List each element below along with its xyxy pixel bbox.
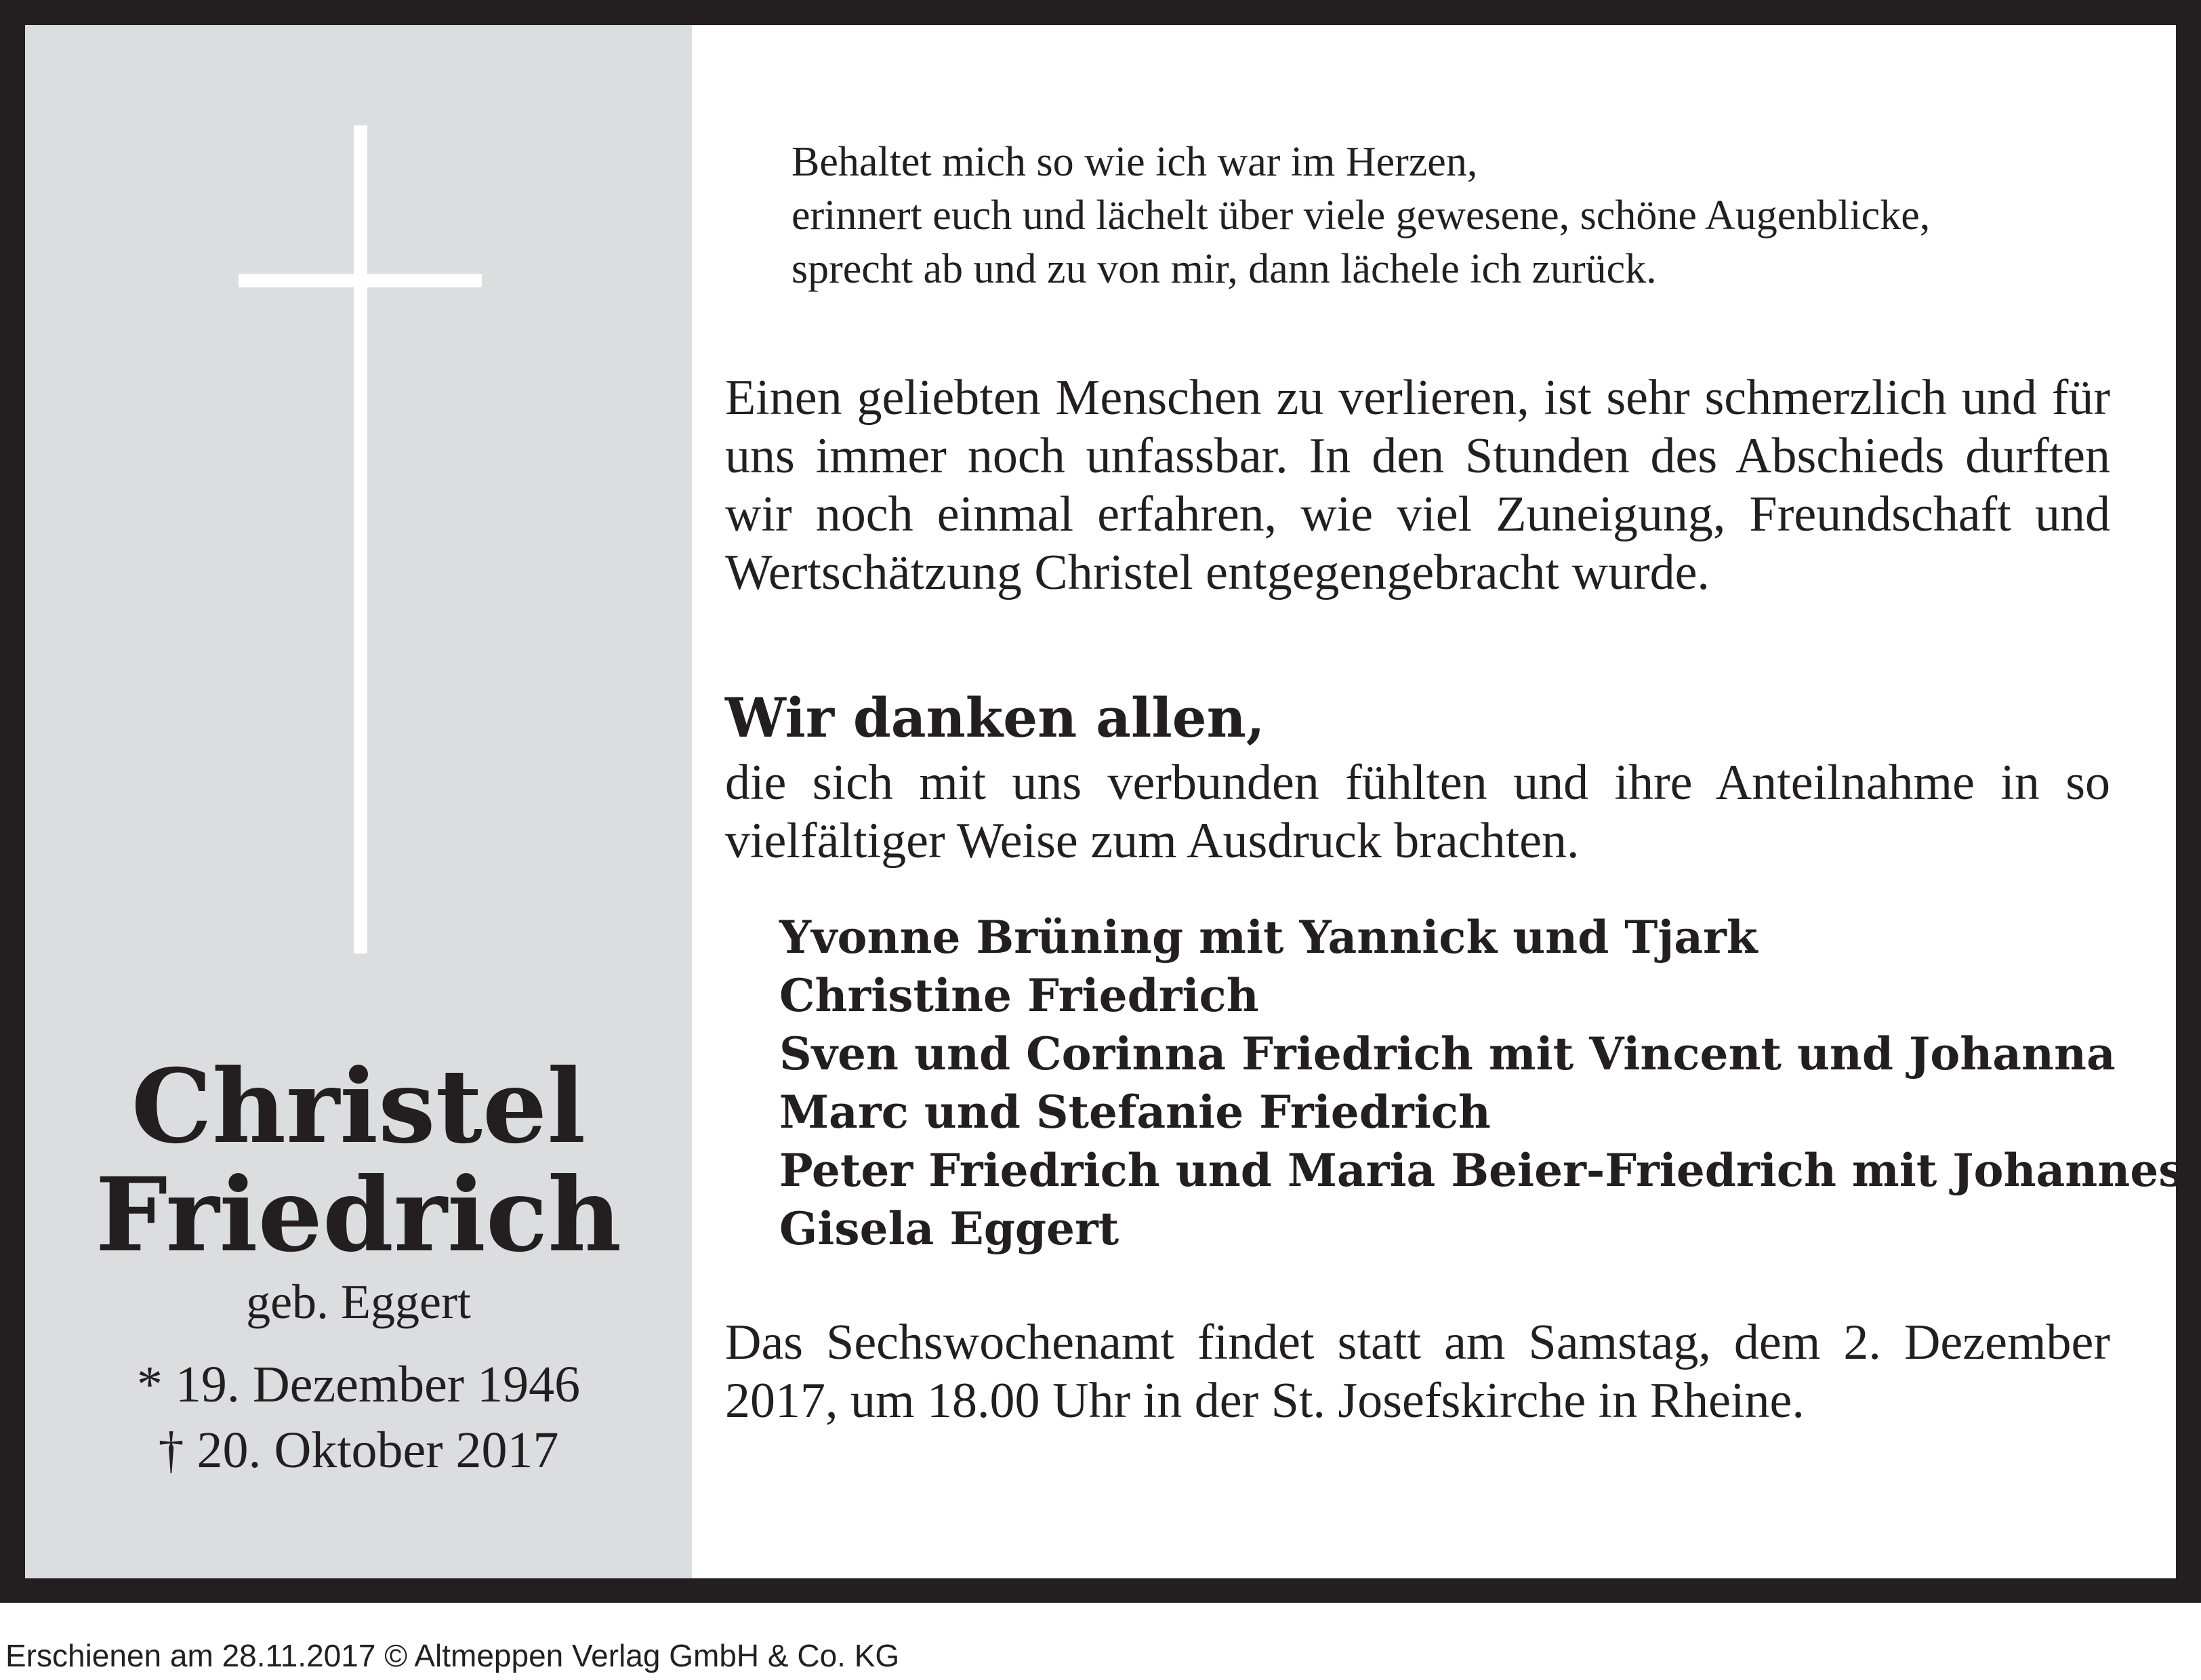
maiden-name: geb. Eggert <box>246 1275 471 1329</box>
family-member: Sven und Corinna Friedrich mit Vincent und Johanna <box>779 1027 2116 1080</box>
cross-icon <box>354 125 367 954</box>
death-date: † 20. Oktober 2017 <box>158 1422 559 1479</box>
cross-icon-crossbar <box>239 274 482 287</box>
family-member: Gisela Eggert <box>779 1202 1119 1255</box>
deceased-first-name: Christel <box>131 1047 586 1166</box>
family-member: Marc und Stefanie Friedrich <box>779 1086 1491 1139</box>
birth-date: * 19. Dezember 1946 <box>136 1356 581 1413</box>
family-member: Christine Friedrich <box>779 969 1259 1022</box>
family-member: Yvonne Brüning mit Yannick und Tjark <box>779 911 1758 964</box>
deceased-last-name: Friedrich <box>95 1155 622 1275</box>
poem-line: Behaltet mich so wie ich war im Herzen, <box>791 139 1478 185</box>
family-member: Peter Friedrich und Maria Beier-Friedrich mit Johannes <box>779 1144 2184 1197</box>
poem-line: erinnert euch und lächelt über viele gewesene, schöne Augenblicke, <box>791 192 1931 239</box>
thanks-heading: Wir danken allen, <box>725 686 1265 750</box>
message-paragraph: Einen geliebten Menschen zu verlieren, ist sehr schmerzlich und für uns immer noch unfassbar. In den Stunden des Abschieds durften wir noch einmal erfahren, wie viel Zuneigung, Freundschaft und Wertschätzung Christel entgegengebracht wurde. <box>725 370 2110 600</box>
service-announcement: Das Sechswochenamt findet statt am Samstag, dem 2. Dezember 2017, um 18.00 Uhr in der St. Josefskirche in Rheine. <box>725 1315 2110 1429</box>
family-list <box>779 908 2183 1258</box>
thanks-paragraph: die sich mit uns verbunden fühlten und ihre Anteilnahme in so vielfältiger Weise zum Ausdruck brachten. <box>725 755 2110 869</box>
publication-footer: Erschienen am 28.11.2017 © Altmeppen Verlag GmbH & Co. KG <box>5 1638 900 1673</box>
poem <box>791 136 1930 296</box>
poem-line: sprecht ab und zu von mir, dann lächele ich zurück. <box>791 246 1657 292</box>
